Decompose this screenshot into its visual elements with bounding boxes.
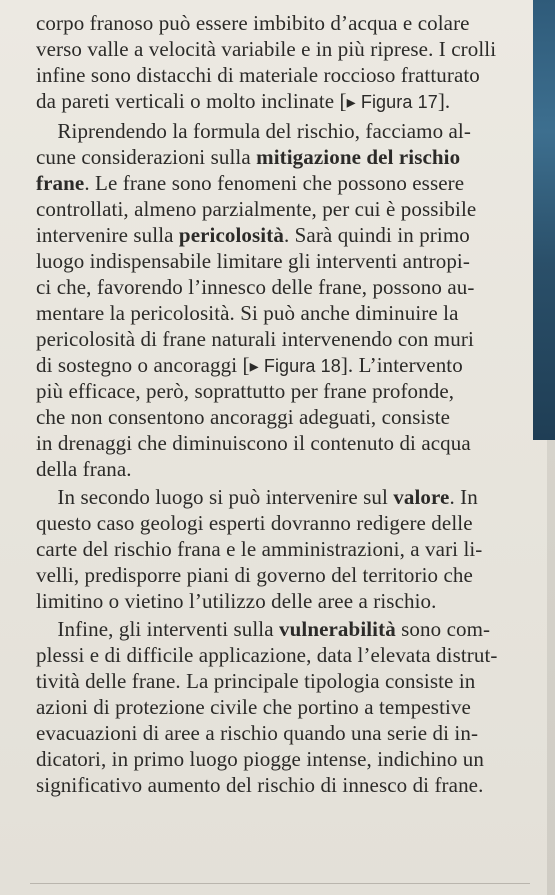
text-run: limitino o vietino l’utilizzo delle aree a rischio. bbox=[36, 589, 437, 613]
text-run: ]. L’intervento bbox=[340, 353, 463, 377]
text-run: che non consentono ancoraggi adeguati, consiste bbox=[36, 405, 451, 429]
text-run: sono com- bbox=[395, 617, 491, 641]
text-run: velli, predisporre piani di governo del territorio che bbox=[36, 563, 473, 587]
text-run: ]. bbox=[437, 89, 451, 113]
text-run: significativo aumento del rischio di innesco di frane. bbox=[36, 773, 484, 797]
text-line bbox=[36, 62, 524, 88]
paragraph bbox=[36, 118, 524, 482]
text-line bbox=[36, 196, 524, 222]
text-line bbox=[36, 404, 524, 430]
text-run: pericolosità di frane naturali intervenendo con muri bbox=[36, 327, 474, 351]
text-line bbox=[36, 222, 524, 248]
text-line bbox=[36, 588, 524, 614]
text-line bbox=[36, 144, 524, 170]
text-line bbox=[36, 668, 524, 694]
text-run: Riprendendo la formula del rischio, facciamo al- bbox=[36, 119, 471, 143]
text-line bbox=[36, 694, 524, 720]
paragraph bbox=[36, 484, 524, 614]
text-line bbox=[36, 274, 524, 300]
text-run: cune considerazioni sulla bbox=[36, 145, 257, 169]
text-run: evacuazioni di aree a rischio quando una serie di in- bbox=[36, 721, 479, 745]
paragraph bbox=[36, 10, 524, 114]
text-line bbox=[36, 616, 524, 642]
text-line bbox=[36, 536, 524, 562]
text-run: della frana. bbox=[36, 457, 132, 481]
text-run: corpo franoso può essere imbibito d’acqua e colare bbox=[36, 11, 470, 35]
text-run: mentare la pericolosità. Si può anche diminuire la bbox=[36, 301, 459, 325]
text-line bbox=[36, 300, 524, 326]
text-run: infine sono distacchi di materiale roccioso fratturato bbox=[36, 63, 480, 87]
page-edge-shadow bbox=[547, 440, 555, 895]
bold-term: mitigazione del rischio bbox=[256, 145, 461, 169]
text-run: verso valle a velocità variabile e in più riprese. I crolli bbox=[36, 37, 497, 61]
text-line bbox=[36, 456, 524, 482]
text-line bbox=[36, 378, 524, 404]
adjacent-page-edge bbox=[533, 0, 555, 440]
text-line bbox=[36, 430, 524, 456]
text-run: Infine, gli interventi sulla bbox=[36, 617, 279, 641]
body-text bbox=[36, 10, 524, 798]
text-run: intervenire sulla bbox=[36, 223, 179, 247]
text-line bbox=[36, 642, 524, 668]
paragraph bbox=[36, 616, 524, 798]
text-line bbox=[36, 720, 524, 746]
text-run: tività delle frane. La principale tipologia consiste in bbox=[36, 669, 476, 693]
text-line bbox=[36, 248, 524, 274]
text-line bbox=[36, 510, 524, 536]
text-line bbox=[36, 118, 524, 144]
text-run: luogo indispensabile limitare gli interventi antropi- bbox=[36, 249, 470, 273]
text-run: . Le frane sono fenomeni che possono essere bbox=[84, 171, 465, 195]
text-line bbox=[36, 746, 524, 772]
text-line bbox=[36, 36, 524, 62]
bottom-rule bbox=[30, 883, 530, 884]
bold-term: frane bbox=[36, 171, 85, 195]
bold-term: vulnerabilità bbox=[279, 617, 396, 641]
text-line bbox=[36, 772, 524, 798]
text-run: . Sarà quindi in primo bbox=[283, 223, 470, 247]
text-run: controllati, almeno parzialmente, per cui è possibile bbox=[36, 197, 477, 221]
text-run: In secondo luogo si può intervenire sul bbox=[36, 485, 394, 509]
figure-reference: ▸ Figura 18 bbox=[249, 356, 341, 376]
text-run: carte del rischio frana e le amministrazioni, a vari li- bbox=[36, 537, 483, 561]
text-run: plessi e di difficile applicazione, data l’elevata distrut- bbox=[36, 643, 498, 667]
text-line bbox=[36, 326, 524, 352]
text-line bbox=[36, 10, 524, 36]
text-line bbox=[36, 88, 524, 114]
text-run: più efficace, però, soprattutto per frane profonde, bbox=[36, 379, 455, 403]
text-run: azioni di protezione civile che portino a tempestive bbox=[36, 695, 471, 719]
text-run: . In bbox=[449, 485, 478, 509]
text-line bbox=[36, 484, 524, 510]
bold-term: valore bbox=[393, 485, 450, 509]
text-run: ci che, favorendo l’innesco delle frane, possono au- bbox=[36, 275, 475, 299]
text-line bbox=[36, 562, 524, 588]
text-run: da pareti verticali o molto inclinate [ bbox=[36, 89, 347, 113]
text-line bbox=[36, 352, 524, 378]
text-run: dicatori, in primo luogo piogge intense, indichino un bbox=[36, 747, 484, 771]
text-run: in drenaggi che diminuiscono il contenuto di acqua bbox=[36, 431, 471, 455]
text-run: di sostegno o ancoraggi [ bbox=[36, 353, 250, 377]
figure-reference: ▸ Figura 17 bbox=[346, 92, 438, 112]
text-line bbox=[36, 170, 524, 196]
bold-term: pericolosità bbox=[178, 223, 284, 247]
text-run: questo caso geologi esperti dovranno redigere delle bbox=[36, 511, 473, 535]
